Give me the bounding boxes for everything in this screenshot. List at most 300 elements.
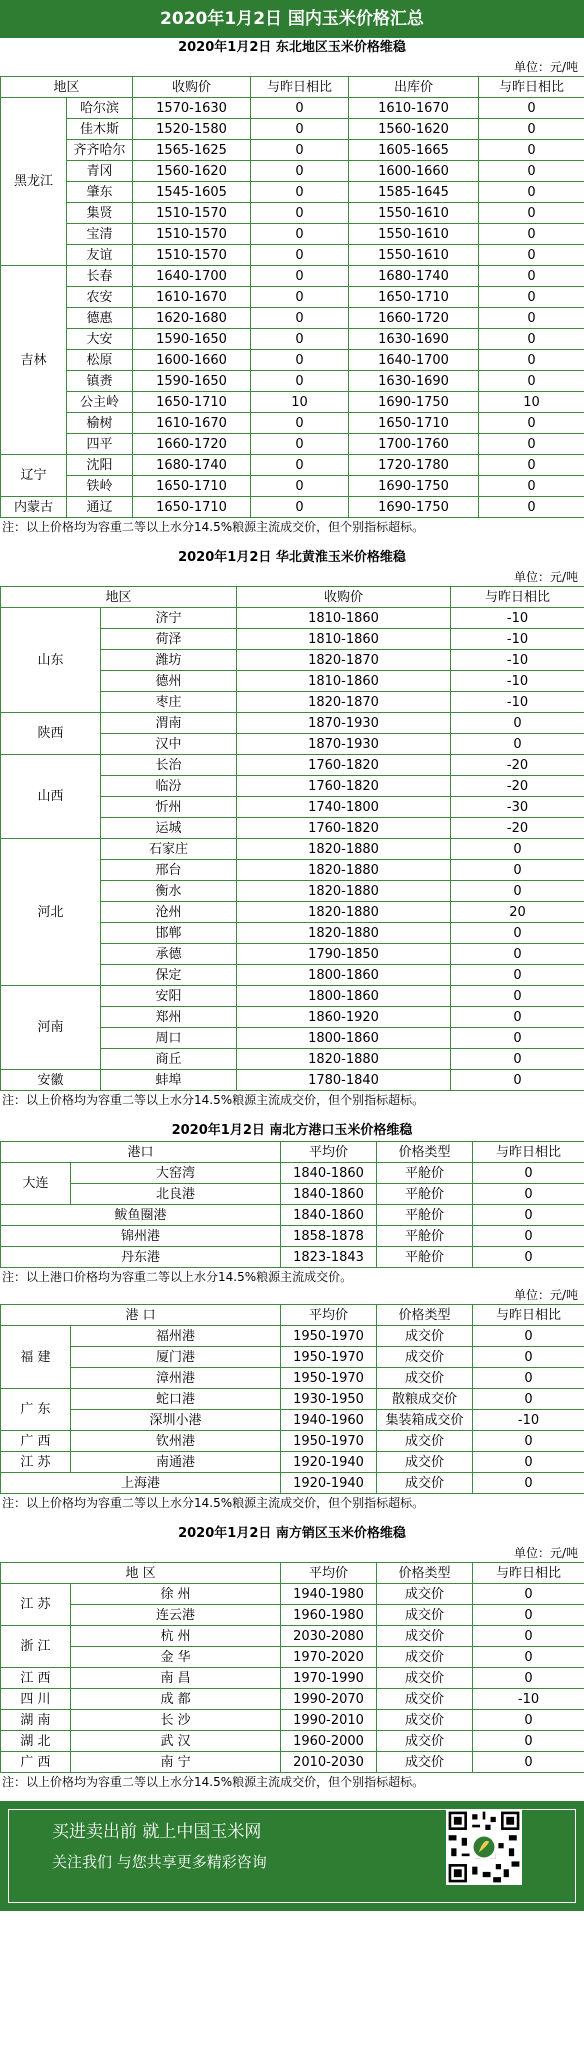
item-cell: 南通港	[71, 1452, 281, 1473]
value-cell: -20	[451, 776, 584, 797]
item-cell: 枣庄	[101, 692, 237, 713]
item-cell: 潍坊	[101, 650, 237, 671]
value-cell: 0	[479, 140, 584, 161]
table-row	[1, 98, 584, 119]
table-row	[1, 1752, 584, 1773]
item-cell: 临汾	[101, 776, 237, 797]
value-cell: 0	[251, 224, 349, 245]
region-cell: 河南	[1, 986, 101, 1070]
table-row	[1, 1584, 584, 1605]
item-cell: 汉中	[101, 734, 237, 755]
value-cell: 1610-1670	[349, 98, 479, 119]
value-cell: 0	[251, 455, 349, 476]
table-row	[1, 1347, 584, 1368]
table-row	[1, 1326, 584, 1347]
value-cell: 1570-1630	[133, 98, 251, 119]
value-cell: 0	[451, 1070, 584, 1091]
value-cell: 1960-1980	[281, 1605, 377, 1626]
value-cell: 1800-1860	[237, 986, 451, 1007]
item-cell: 青冈	[67, 161, 133, 182]
value-cell: 1740-1800	[237, 797, 451, 818]
value-cell: 平舱价	[377, 1205, 473, 1226]
unit-label: 单位：元/吨	[513, 60, 578, 74]
region-cell: 陕西	[1, 713, 101, 755]
value-cell: 0	[479, 203, 584, 224]
value-cell: -10	[451, 629, 584, 650]
unit-label: 单位：元/吨	[513, 1288, 578, 1302]
value-cell: 1990-2070	[281, 1689, 377, 1710]
item-cell: 连云港	[71, 1605, 281, 1626]
value-cell: 1545-1605	[133, 182, 251, 203]
region-cell: 山东	[1, 608, 101, 713]
value-cell: 0	[473, 1647, 584, 1668]
table-row	[1, 329, 584, 350]
value-cell: 1700-1760	[349, 434, 479, 455]
item-cell: 榆树	[67, 413, 133, 434]
value-cell: 0	[479, 434, 584, 455]
value-cell: 1565-1625	[133, 140, 251, 161]
col-header: 价格类型	[377, 1563, 473, 1584]
col-header: 平均价	[281, 1563, 377, 1584]
table-row	[1, 713, 584, 734]
item-cell: 成 都	[71, 1689, 281, 1710]
value-cell: 1510-1570	[133, 224, 251, 245]
value-cell: 平舱价	[377, 1226, 473, 1247]
item-cell: 运城	[101, 818, 237, 839]
item-cell: 集贤	[67, 203, 133, 224]
northchina-price-table	[0, 586, 584, 1091]
region-cell: 湖 南	[1, 1710, 71, 1731]
item-cell: 邯郸	[101, 923, 237, 944]
value-cell: 1950-1970	[281, 1326, 377, 1347]
item-cell: 渭南	[101, 713, 237, 734]
value-cell: 成交价	[377, 1584, 473, 1605]
value-cell: 1510-1570	[133, 203, 251, 224]
value-cell: 2030-2080	[281, 1626, 377, 1647]
item-cell: 通辽	[67, 497, 133, 518]
table-row	[1, 608, 584, 629]
value-cell: 成交价	[377, 1473, 473, 1494]
item-cell: 长春	[67, 266, 133, 287]
region-cell: 大连	[1, 1163, 71, 1205]
value-cell: 0	[251, 182, 349, 203]
col-header: 价格类型	[377, 1142, 473, 1163]
value-cell: 0	[479, 371, 584, 392]
item-cell: 福州港	[71, 1326, 281, 1347]
item-cell: 沧州	[101, 902, 237, 923]
item-cell: 长治	[101, 755, 237, 776]
item-cell: 周口	[101, 1028, 237, 1049]
value-cell: 1720-1780	[349, 455, 479, 476]
value-cell: 1760-1820	[237, 755, 451, 776]
value-cell: 0	[479, 287, 584, 308]
value-cell: 1650-1710	[133, 497, 251, 518]
value-cell: 1680-1740	[349, 266, 479, 287]
value-cell: 0	[451, 1007, 584, 1028]
region-cell: 辽宁	[1, 455, 67, 497]
region-cell: 安徽	[1, 1070, 101, 1091]
value-cell: -10	[451, 692, 584, 713]
col-header: 出库价	[349, 77, 479, 98]
value-cell: 1680-1740	[133, 455, 251, 476]
value-cell: 1550-1610	[349, 203, 479, 224]
value-cell: 0	[479, 329, 584, 350]
item-cell: 金 华	[71, 1647, 281, 1668]
value-cell: 1550-1610	[349, 245, 479, 266]
value-cell: 0	[451, 839, 584, 860]
value-cell: 1585-1645	[349, 182, 479, 203]
south-ports-table	[0, 1304, 584, 1494]
value-cell: 1970-2020	[281, 1647, 377, 1668]
value-cell: 1990-2010	[281, 1710, 377, 1731]
value-cell: 0	[479, 308, 584, 329]
value-cell: 0	[451, 881, 584, 902]
item-cell: 鲅鱼圈港	[1, 1205, 281, 1226]
item-cell: 松原	[67, 350, 133, 371]
item-cell: 北良港	[71, 1184, 281, 1205]
region-cell: 江 苏	[1, 1452, 71, 1473]
table-row	[1, 392, 584, 413]
value-cell: 0	[251, 497, 349, 518]
item-cell: 德州	[101, 671, 237, 692]
item-cell: 铁岭	[67, 476, 133, 497]
value-cell: 0	[451, 1028, 584, 1049]
value-cell: 0	[479, 161, 584, 182]
value-cell: 1920-1940	[281, 1452, 377, 1473]
value-cell: 0	[251, 245, 349, 266]
region-cell: 四 川	[1, 1689, 71, 1710]
item-cell: 大窑湾	[71, 1163, 281, 1184]
value-cell: 成交价	[377, 1431, 473, 1452]
value-cell: 1590-1650	[133, 329, 251, 350]
value-cell: 0	[479, 497, 584, 518]
value-cell: 1810-1860	[237, 671, 451, 692]
table-row	[1, 1389, 584, 1410]
table-row	[1, 986, 584, 1007]
value-cell: 0	[251, 119, 349, 140]
value-cell: 0	[479, 98, 584, 119]
item-cell: 安阳	[101, 986, 237, 1007]
item-cell: 齐齐哈尔	[67, 140, 133, 161]
value-cell: 0	[473, 1605, 584, 1626]
value-cell: 0	[473, 1205, 584, 1226]
section-northchina-title: 2020年1月2日 华北黄淮玉米价格维稳	[178, 550, 406, 565]
table-row	[1, 434, 584, 455]
value-cell: 1820-1880	[237, 1049, 451, 1070]
value-cell: 1840-1860	[281, 1184, 377, 1205]
northeast-price-table	[0, 76, 584, 518]
section-ports-title: 2020年1月2日 南北方港口玉米价格维稳	[171, 1123, 413, 1138]
value-cell: 0	[473, 1452, 584, 1473]
value-cell: 1800-1860	[237, 965, 451, 986]
value-cell: 成交价	[377, 1368, 473, 1389]
value-cell: 0	[251, 350, 349, 371]
value-cell: 1760-1820	[237, 776, 451, 797]
value-cell: 成交价	[377, 1689, 473, 1710]
value-cell: 0	[451, 944, 584, 965]
item-cell: 镇赉	[67, 371, 133, 392]
south-sales-table	[0, 1562, 584, 1773]
item-cell: 沈阳	[67, 455, 133, 476]
item-cell: 承德	[101, 944, 237, 965]
value-cell: 0	[251, 140, 349, 161]
table-row	[1, 1710, 584, 1731]
table-row	[1, 1184, 584, 1205]
table-row	[1, 266, 584, 287]
value-cell: 1640-1700	[133, 266, 251, 287]
value-cell: 1970-1990	[281, 1668, 377, 1689]
region-cell: 江 西	[1, 1668, 71, 1689]
item-cell: 大安	[67, 329, 133, 350]
table-row	[1, 140, 584, 161]
value-cell: 1820-1880	[237, 881, 451, 902]
table-row	[1, 203, 584, 224]
region-cell: 黑龙江	[1, 98, 67, 266]
value-cell: 平舱价	[377, 1163, 473, 1184]
value-cell: 1950-1970	[281, 1368, 377, 1389]
table-row	[1, 1668, 584, 1689]
table-row	[1, 755, 584, 776]
col-header: 与昨日相比	[473, 1563, 584, 1584]
value-cell: 1560-1620	[133, 161, 251, 182]
col-header: 与昨日相比	[251, 77, 349, 98]
value-cell: 1810-1860	[237, 629, 451, 650]
value-cell: 成交价	[377, 1605, 473, 1626]
item-cell: 深圳小港	[71, 1410, 281, 1431]
region-cell: 河北	[1, 839, 101, 986]
table-row	[1, 350, 584, 371]
value-cell: -20	[451, 755, 584, 776]
item-cell: 锦州港	[1, 1226, 281, 1247]
value-cell: -10	[473, 1689, 584, 1710]
value-cell: 成交价	[377, 1626, 473, 1647]
value-cell: 1820-1870	[237, 692, 451, 713]
value-cell: 0	[473, 1326, 584, 1347]
value-cell: -10	[473, 1410, 584, 1431]
qr-code-icon	[446, 1809, 522, 1885]
value-cell: 1610-1670	[133, 287, 251, 308]
col-header: 平均价	[281, 1305, 377, 1326]
value-cell: 1820-1880	[237, 860, 451, 881]
value-cell: 成交价	[377, 1710, 473, 1731]
item-cell: 佳木斯	[67, 119, 133, 140]
col-header: 与昨日相比	[451, 587, 584, 608]
value-cell: 集装箱成交价	[377, 1410, 473, 1431]
table-row	[1, 1247, 584, 1268]
section-note: 注：以上港口价格均为容重二等以上水分14.5%粮源主流成交价。	[2, 1270, 353, 1284]
value-cell: 1810-1860	[237, 608, 451, 629]
value-cell: 1605-1665	[349, 140, 479, 161]
value-cell: 0	[251, 266, 349, 287]
item-cell: 漳州港	[71, 1368, 281, 1389]
value-cell: 1780-1840	[237, 1070, 451, 1091]
value-cell: 0	[451, 965, 584, 986]
value-cell: 1950-1970	[281, 1347, 377, 1368]
value-cell: 0	[251, 413, 349, 434]
table-row	[1, 1689, 584, 1710]
value-cell: 0	[479, 245, 584, 266]
value-cell: 1660-1720	[349, 308, 479, 329]
col-header: 地区	[1, 77, 133, 98]
value-cell: 1840-1860	[281, 1205, 377, 1226]
region-cell: 湖 北	[1, 1731, 71, 1752]
table-row	[1, 1626, 584, 1647]
col-header: 与昨日相比	[473, 1305, 584, 1326]
table-row	[1, 1205, 584, 1226]
value-cell: 0	[251, 161, 349, 182]
value-cell: -10	[451, 671, 584, 692]
value-cell: 0	[251, 476, 349, 497]
col-header: 港 口	[1, 1305, 281, 1326]
table-row	[1, 1473, 584, 1494]
item-cell: 上海港	[1, 1473, 281, 1494]
item-cell: 蚌埠	[101, 1070, 237, 1091]
value-cell: 0	[451, 734, 584, 755]
table-row	[1, 1605, 584, 1626]
table-row	[1, 1163, 584, 1184]
value-cell: 0	[451, 1049, 584, 1070]
item-cell: 济宁	[101, 608, 237, 629]
value-cell: 0	[251, 371, 349, 392]
region-cell: 江 苏	[1, 1584, 71, 1626]
value-cell: 0	[451, 860, 584, 881]
item-cell: 邢台	[101, 860, 237, 881]
value-cell: 1520-1580	[133, 119, 251, 140]
value-cell: 0	[473, 1626, 584, 1647]
value-cell: 平舱价	[377, 1247, 473, 1268]
value-cell: 1690-1750	[349, 497, 479, 518]
item-cell: 杭 州	[71, 1626, 281, 1647]
value-cell: 1950-1970	[281, 1431, 377, 1452]
table-row	[1, 1431, 584, 1452]
value-cell: 1650-1710	[133, 476, 251, 497]
north-ports-table	[0, 1141, 584, 1268]
footer-banner	[0, 1801, 584, 1911]
value-cell: 1820-1880	[237, 902, 451, 923]
value-cell: 0	[251, 203, 349, 224]
region-cell: 广 东	[1, 1389, 71, 1431]
value-cell: 1630-1690	[349, 371, 479, 392]
value-cell: 成交价	[377, 1452, 473, 1473]
value-cell: 1870-1930	[237, 713, 451, 734]
section-note: 注：以上价格均为容重二等以上水分14.5%粮源主流成交价，但个别指标超标。	[2, 520, 425, 534]
value-cell: 1560-1620	[349, 119, 479, 140]
value-cell: 0	[473, 1389, 584, 1410]
value-cell: 1510-1570	[133, 245, 251, 266]
value-cell: 0	[251, 329, 349, 350]
item-cell: 徐 州	[71, 1584, 281, 1605]
col-header: 收购价	[133, 77, 251, 98]
value-cell: 1870-1930	[237, 734, 451, 755]
value-cell: 1550-1610	[349, 224, 479, 245]
value-cell: 1860-1920	[237, 1007, 451, 1028]
item-cell: 钦州港	[71, 1431, 281, 1452]
col-header: 地 区	[1, 1563, 281, 1584]
value-cell: 散粮成交价	[377, 1389, 473, 1410]
item-cell: 四平	[67, 434, 133, 455]
value-cell: 成交价	[377, 1752, 473, 1773]
table-header-row	[1, 1142, 584, 1163]
item-cell: 衡水	[101, 881, 237, 902]
table-row	[1, 371, 584, 392]
table-row	[1, 839, 584, 860]
item-cell: 肇东	[67, 182, 133, 203]
value-cell: 1820-1880	[237, 839, 451, 860]
value-cell: 0	[473, 1473, 584, 1494]
section-northeast-title: 2020年1月2日 东北地区玉米价格维稳	[178, 40, 406, 55]
table-row	[1, 497, 584, 518]
item-cell: 南 昌	[71, 1668, 281, 1689]
table-row	[1, 119, 584, 140]
item-cell: 农安	[67, 287, 133, 308]
table-row	[1, 1368, 584, 1389]
value-cell: 1920-1940	[281, 1473, 377, 1494]
value-cell: 0	[473, 1731, 584, 1752]
value-cell: 1820-1870	[237, 650, 451, 671]
value-cell: 0	[479, 350, 584, 371]
value-cell: 0	[473, 1710, 584, 1731]
value-cell: -10	[451, 650, 584, 671]
value-cell: 10	[251, 392, 349, 413]
item-cell: 荷泽	[101, 629, 237, 650]
value-cell: 成交价	[377, 1668, 473, 1689]
region-cell: 山西	[1, 755, 101, 839]
table-row	[1, 287, 584, 308]
value-cell: -10	[451, 608, 584, 629]
value-cell: 成交价	[377, 1347, 473, 1368]
value-cell: 0	[251, 287, 349, 308]
value-cell: 10	[479, 392, 584, 413]
item-cell: 友谊	[67, 245, 133, 266]
value-cell: 1660-1720	[133, 434, 251, 455]
value-cell: 0	[473, 1368, 584, 1389]
item-cell: 石家庄	[101, 839, 237, 860]
value-cell: 1790-1850	[237, 944, 451, 965]
value-cell: 平舱价	[377, 1184, 473, 1205]
table-row	[1, 308, 584, 329]
value-cell: 0	[479, 413, 584, 434]
table-row	[1, 1410, 584, 1431]
value-cell: 0	[251, 308, 349, 329]
item-cell: 蛇口港	[71, 1389, 281, 1410]
value-cell: 1800-1860	[237, 1028, 451, 1049]
col-header: 港口	[1, 1142, 281, 1163]
region-cell: 广 西	[1, 1431, 71, 1452]
value-cell: 1820-1880	[237, 923, 451, 944]
col-header: 价格类型	[377, 1305, 473, 1326]
table-row	[1, 1731, 584, 1752]
region-cell: 福 建	[1, 1326, 71, 1389]
value-cell: 1930-1950	[281, 1389, 377, 1410]
value-cell: 0	[479, 455, 584, 476]
value-cell: 0	[473, 1163, 584, 1184]
value-cell: 0	[451, 713, 584, 734]
value-cell: 成交价	[377, 1647, 473, 1668]
value-cell: 成交价	[377, 1326, 473, 1347]
col-header: 与昨日相比	[479, 77, 584, 98]
table-row	[1, 161, 584, 182]
value-cell: 1650-1710	[349, 287, 479, 308]
col-header: 与昨日相比	[473, 1142, 584, 1163]
table-header-row	[1, 77, 584, 98]
value-cell: 0	[473, 1226, 584, 1247]
unit-label: 单位：元/吨	[513, 1546, 578, 1560]
table-row	[1, 245, 584, 266]
value-cell: 0	[473, 1668, 584, 1689]
item-cell: 商丘	[101, 1049, 237, 1070]
item-cell: 保定	[101, 965, 237, 986]
footer-subslogan: 关注我们 与您共享更多精彩咨询	[52, 1853, 267, 1871]
